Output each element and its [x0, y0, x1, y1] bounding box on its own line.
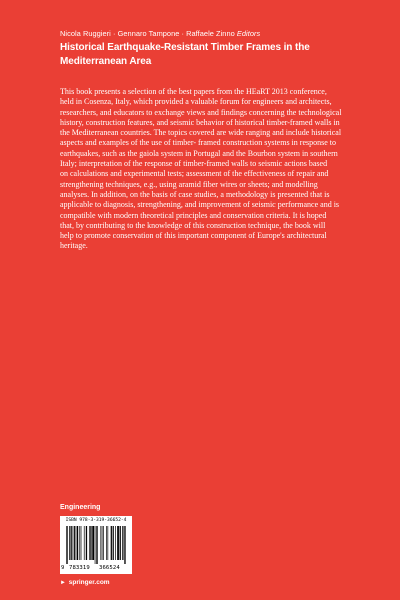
barcode-bar	[97, 526, 98, 564]
barcode-bar	[86, 526, 87, 560]
book-title	[60, 41, 360, 68]
barcode-bar	[96, 526, 97, 564]
barcode-bar	[93, 526, 94, 560]
book-title-line: Mediterranean Area	[60, 55, 152, 67]
barcode-bar	[103, 526, 104, 560]
editors-role: Editors	[236, 29, 261, 38]
isbn-number: ISBN 978-3-319-36652-4	[65, 518, 127, 523]
editors-line	[60, 29, 260, 39]
barcode-bar	[106, 526, 107, 560]
barcode-bar	[86, 526, 87, 560]
description-line: compatible with modern theoretical principles and conservation criteria. It is hoped	[60, 210, 327, 220]
barcode-bar	[115, 526, 116, 560]
barcode-left-digits: 783319	[69, 565, 90, 571]
barcode-bar	[120, 526, 121, 560]
description-line: analyses. In addition, on the basis of case studies, a methodology is presented that is	[60, 189, 330, 199]
description-line: researchers, and educators to exchange views and findings concerning the technological	[60, 107, 342, 117]
book-title-line: Historical Earthquake-Resistant Timber Frames in the	[60, 42, 310, 53]
barcode-bar	[118, 526, 119, 560]
barcode-bar	[72, 526, 73, 560]
barcode-bar	[125, 526, 126, 564]
description-line: history, construction features, and seismic behavior of historical timber-framed walls in	[60, 117, 340, 127]
barcode-bar	[77, 526, 78, 560]
description-line: heritage.	[60, 241, 88, 251]
barcode-bar	[113, 526, 114, 560]
barcode-bar	[120, 526, 121, 560]
description-line: that, by contributing to the knowledge of this construction technique, the book will	[60, 220, 326, 230]
barcode-bar	[91, 526, 92, 560]
barcode-bar	[117, 526, 118, 560]
barcode-bars	[66, 526, 126, 564]
barcode-bar	[93, 526, 94, 560]
description-line: This book presents a selection of the best papers from the HEaRT 2013 conference,	[60, 87, 327, 96]
barcode-bar	[111, 526, 112, 560]
description-line: strengthening techniques, e.g., using aramid fiber wires or sheets; and modelling	[60, 179, 318, 189]
barcode-first-digit: 9	[61, 565, 65, 571]
barcode-bar	[84, 526, 85, 560]
publisher-url: springer.com	[68, 579, 110, 586]
barcode-right-digits: 366524	[99, 565, 120, 571]
arrow-right-icon: ►	[60, 580, 66, 586]
barcode-bar	[90, 526, 91, 560]
publisher-website-link[interactable]	[60, 578, 110, 588]
barcode-bar	[124, 526, 125, 564]
barcode-bar	[95, 526, 96, 564]
book-description	[60, 87, 360, 252]
barcode-bar	[89, 526, 90, 560]
description-line: applicable to diagnosis, strengthening, and improvement of seismic performance and is	[60, 200, 340, 210]
barcode-bar	[102, 526, 103, 560]
barcode-bar	[76, 526, 77, 560]
barcode-bar	[79, 526, 80, 560]
barcode-bar	[70, 526, 71, 560]
barcode-digits	[61, 564, 131, 572]
editors-names: Nicola Ruggieri · Gennaro Tampone · Raffaele Zinno	[60, 29, 235, 38]
barcode-bar	[122, 526, 123, 560]
barcode-bar	[69, 526, 70, 560]
description-line: held in Cosenza, Italy, which provided a valuable forum for engineers and architects,	[60, 97, 332, 107]
barcode-bar	[66, 526, 67, 564]
barcode-bar	[81, 526, 82, 560]
description-line: earthquakes, such as the gaiola system in Portugal and the Bourbon system in southern	[60, 148, 338, 158]
description-line: on calculations and experimental tests; assessment of the effectiveness of repair and	[60, 169, 329, 179]
barcode-bar	[111, 526, 112, 560]
description-line: help to promote conservation of this important component of Europe's architectural	[60, 231, 327, 241]
barcode-bar	[71, 526, 72, 560]
barcode-bar	[74, 526, 75, 560]
description-line: aspects and examples of the use of timber- framed construction systems in response to	[60, 138, 336, 148]
description-line: the Mediterranean countries. The topics covered are wide ranging and include historical	[60, 128, 342, 138]
description-line: Italy; interpretation of the response of timber-framed walls to seismic actions based	[60, 159, 328, 169]
barcode-bar	[92, 526, 93, 560]
barcode-bar	[107, 526, 108, 560]
barcode-bar	[118, 526, 119, 560]
barcode-bar	[67, 526, 68, 564]
barcode-bar	[100, 526, 101, 560]
barcode-bar	[77, 526, 78, 560]
barcode-bar	[113, 526, 114, 560]
barcode-bar	[74, 526, 75, 560]
barcode-bar	[123, 526, 124, 560]
isbn-barcode	[60, 516, 132, 574]
subject-category: Engineering	[60, 504, 101, 511]
